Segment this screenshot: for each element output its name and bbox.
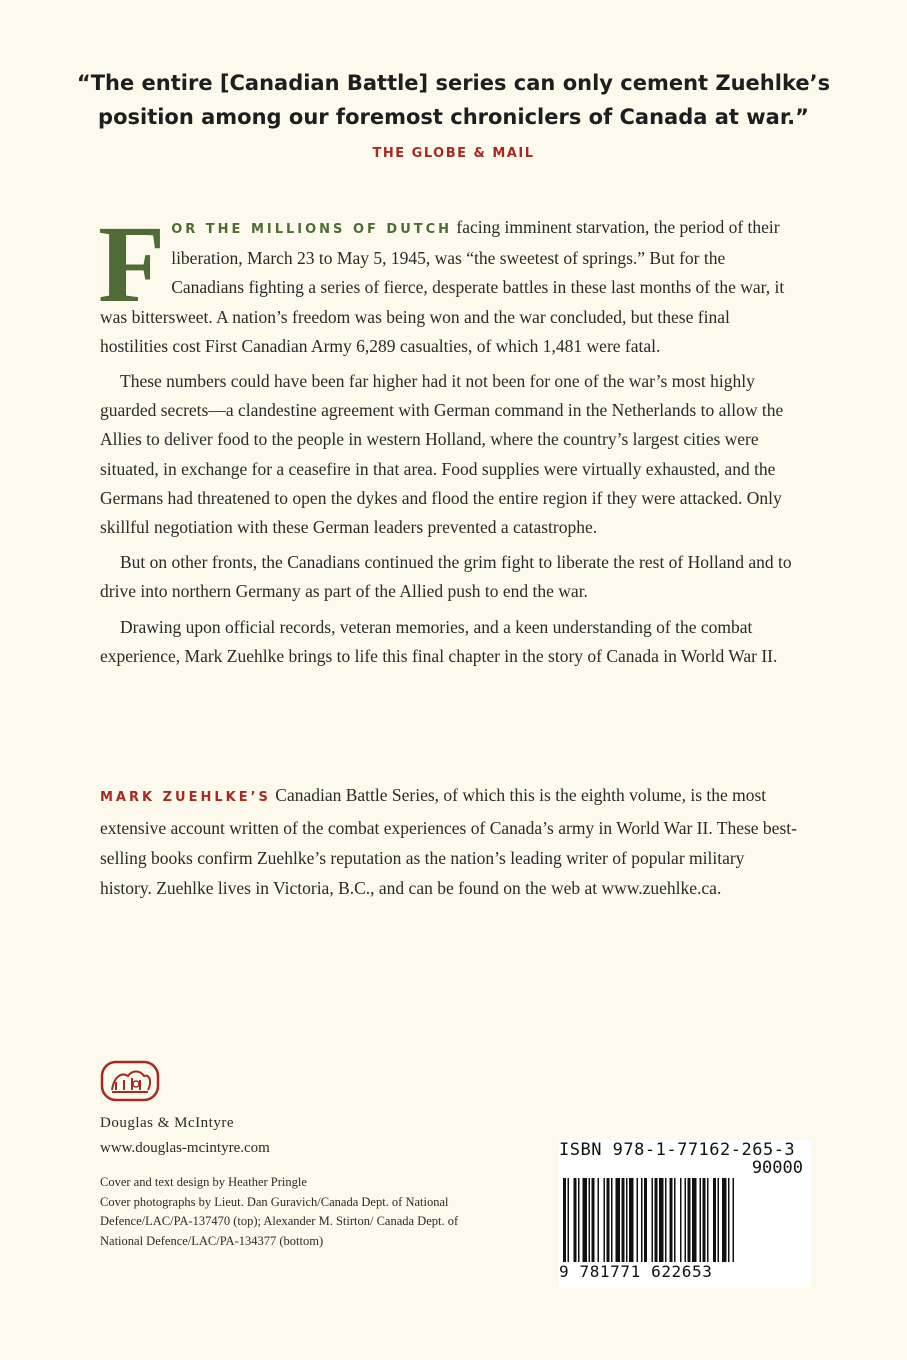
isbn-barcode xyxy=(559,1140,811,1288)
description-paragraph-2: These numbers could have been far higher had it not been for one of the war’s most highly guarded secrets—a clandestine agreement with German command in the Netherlands to allow the Allies to deliver food to the people in western Holland, where the country’s largest cities were situated, in exchange for a ceasefire in that area. Food supplies were virtually exhausted, and the Germans had threatened to open the dykes and flood the entire region if they were attacked. Only skillful negotiation with these German leaders prevented a catastrophe. xyxy=(100,371,784,538)
drop-cap: F xyxy=(98,203,166,325)
review-source: THE GLOBE & MAIL xyxy=(372,146,535,161)
book-description xyxy=(98,203,800,677)
review-quote: “The entire [Canadian Battle] series can only cement Zuehlke’s position among our foremost chroniclers of Canada at war.” xyxy=(76,71,831,129)
publisher-seal-icon xyxy=(100,1060,160,1102)
publisher-name: Douglas & McIntyre xyxy=(100,1115,234,1131)
photo-credit: Cover photographs by Lieut. Dan Guravich/Canada Dept. of National Defence/LAC/PA-137470 (top); Alexander M. Stirton/ Canada Dept. of National Defence/LAC/PA-134377 (bottom) xyxy=(100,1194,459,1248)
description-paragraph-3: But on other fronts, the Canadians continued the grim fight to liberate the rest of Holland and to drive into northern Germany as part of the Allied push to end the war. xyxy=(100,552,792,602)
description-paragraph-1 xyxy=(98,203,800,361)
price-code: 90000 xyxy=(751,1158,803,1178)
description-paragraph-4: Drawing upon official records, veteran memories, and a keen understanding of the combat experience, Mark Zuehlke brings to life this final chapter in the story of Canada in World War II. xyxy=(100,616,778,666)
description-p1-text: facing imminent starvation, the period of their liberation, March 23 to May 5, 1945, was “the sweetest of springs.” But for the Canadians fighting a series of fierce, desperate battles in these last months of the war, it was bittersweet. A nation’s freedom was being won and the war concluded, but these final hostilities cost First Canadian Army 6,289 casualties, of which 1,481 were fatal. xyxy=(100,217,785,356)
design-credit: Cover and text design by Heather Pringle xyxy=(100,1175,307,1189)
publisher-url: www.douglas-mcintyre.com xyxy=(100,1140,270,1156)
isbn-label: ISBN 978-1-77162-265-3 xyxy=(559,1140,796,1160)
author-bio xyxy=(100,780,800,903)
ean-digits: 9 781771 622653 xyxy=(559,1262,713,1281)
author-bio-lead: MARK ZUEHLKE’S xyxy=(100,790,271,805)
cover-credits xyxy=(100,1173,460,1251)
lead-in-caps: OR THE MILLIONS OF DUTCH xyxy=(171,222,453,237)
barcode-bars xyxy=(559,1178,811,1264)
author-bio-text: Canadian Battle Series, of which this is the eighth volume, is the most extensive account written of the combat experiences of Canada’s army in World War II. These best-selling books confirm Zuehlke’s reputation as the nation’s leading writer of popular military history. Zuehlke lives in Victoria, B.C., and can be found on the web at www.zuehlke.ca. xyxy=(100,785,797,898)
